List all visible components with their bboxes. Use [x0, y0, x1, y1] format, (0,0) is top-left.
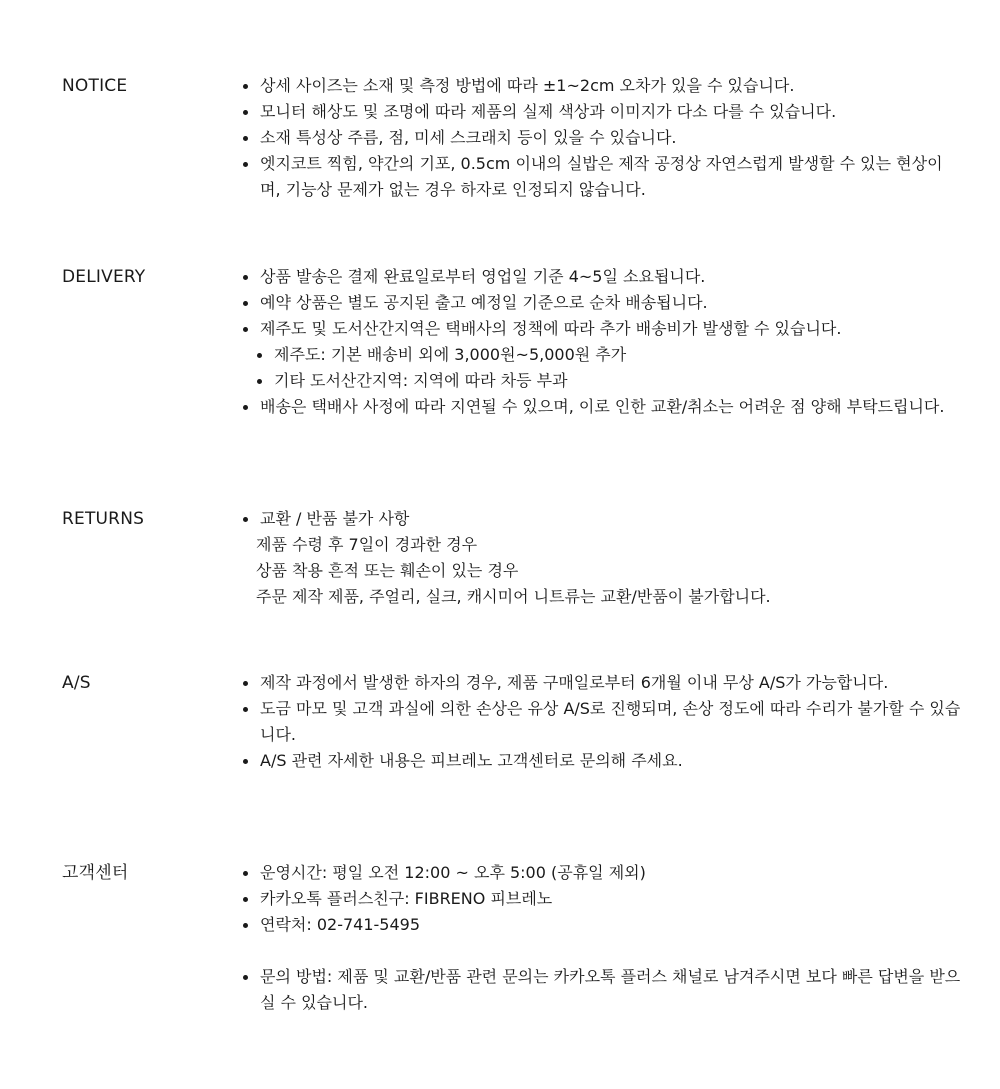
- customer-center-content: [242, 860, 962, 1016]
- returns-line: 주문 제작 제품, 주얼리, 실크, 캐시미어 니트류는 교환/반품이 불가합니다.: [256, 587, 771, 606]
- returns-line: 상품 착용 흔적 또는 훼손이 있는 경우: [256, 561, 519, 580]
- returns-content: [242, 506, 962, 610]
- delivery-sub-list: [256, 342, 962, 394]
- delivery-item: 제주도 및 도서산간지역은 택배사의 정책에 따라 추가 배송비가 발생할 수 있습니다.: [242, 316, 962, 342]
- delivery-sub-item: 기타 도서산간지역: 지역에 따라 차등 부과: [256, 368, 962, 394]
- business-hours: 운영시간: 평일 오전 12:00 ~ 오후 5:00 (공휴일 제외): [242, 860, 962, 886]
- as-item: 제작 과정에서 발생한 하자의 경우, 제품 구매일로부터 6개월 이내 무상 A/S가 가능합니다.: [242, 670, 962, 696]
- inquiry-method: 문의 방법: 제품 및 교환/반품 관련 문의는 카카오톡 플러스 채널로 남겨주시면 보다 빠른 답변을 받으실 수 있습니다.: [242, 964, 962, 1016]
- notice-title: NOTICE: [62, 76, 128, 96]
- delivery-title: DELIVERY: [62, 267, 146, 287]
- returns-list: [242, 506, 962, 532]
- returns-heading: 교환 / 반품 불가 사항: [242, 506, 962, 532]
- returns-line: 제품 수령 후 7일이 경과한 경우: [256, 535, 478, 554]
- as-item: 도금 마모 및 고객 과실에 의한 손상은 유상 A/S로 진행되며, 손상 정도에 따라 수리가 불가할 수 있습니다.: [242, 696, 962, 748]
- delivery-item: 상품 발송은 결제 완료일로부터 영업일 기준 4~5일 소요됩니다.: [242, 264, 962, 290]
- spacer: [242, 938, 962, 964]
- notice-item: 엣지코트 찍힘, 약간의 기포, 0.5cm 이내의 실밥은 제작 공정상 자연스럽게 발생할 수 있는 현상이며, 기능상 문제가 없는 경우 하자로 인정되지 않습니다.: [242, 151, 962, 203]
- delivery-item: 예약 상품은 별도 공지된 출고 예정일 기준으로 순차 배송됩니다.: [242, 290, 962, 316]
- as-title: A/S: [62, 673, 91, 693]
- kakao-channel: 카카오톡 플러스친구: FIBRENO 피브레노: [242, 886, 962, 912]
- as-item: A/S 관련 자세한 내용은 피브레노 고객센터로 문의해 주세요.: [242, 748, 962, 774]
- delivery-item: 배송은 택배사 사정에 따라 지연될 수 있으며, 이로 인한 교환/취소는 어려운 점 양해 부탁드립니다.: [242, 394, 962, 420]
- delivery-content: [242, 264, 962, 420]
- delivery-list-last: [242, 394, 962, 420]
- notice-item: 상세 사이즈는 소재 및 측정 방법에 따라 ±1~2cm 오차가 있을 수 있습니다.: [242, 73, 962, 99]
- delivery-sub-item: 제주도: 기본 배송비 외에 3,000원~5,000원 추가: [256, 342, 962, 368]
- customer-center-title: 고객센터: [62, 863, 129, 883]
- delivery-list: [242, 264, 962, 342]
- as-list: [242, 670, 962, 774]
- customer-center-list: [242, 860, 962, 938]
- inquiry-list: [242, 964, 962, 1016]
- returns-title: RETURNS: [62, 509, 145, 529]
- notice-item: 모니터 해상도 및 조명에 따라 제품의 실제 색상과 이미지가 다소 다를 수 있습니다.: [242, 99, 962, 125]
- notice-item: 소재 특성상 주름, 점, 미세 스크래치 등이 있을 수 있습니다.: [242, 125, 962, 151]
- contact-number: 연락처: 02-741-5495: [242, 912, 962, 938]
- notice-list: [242, 73, 962, 203]
